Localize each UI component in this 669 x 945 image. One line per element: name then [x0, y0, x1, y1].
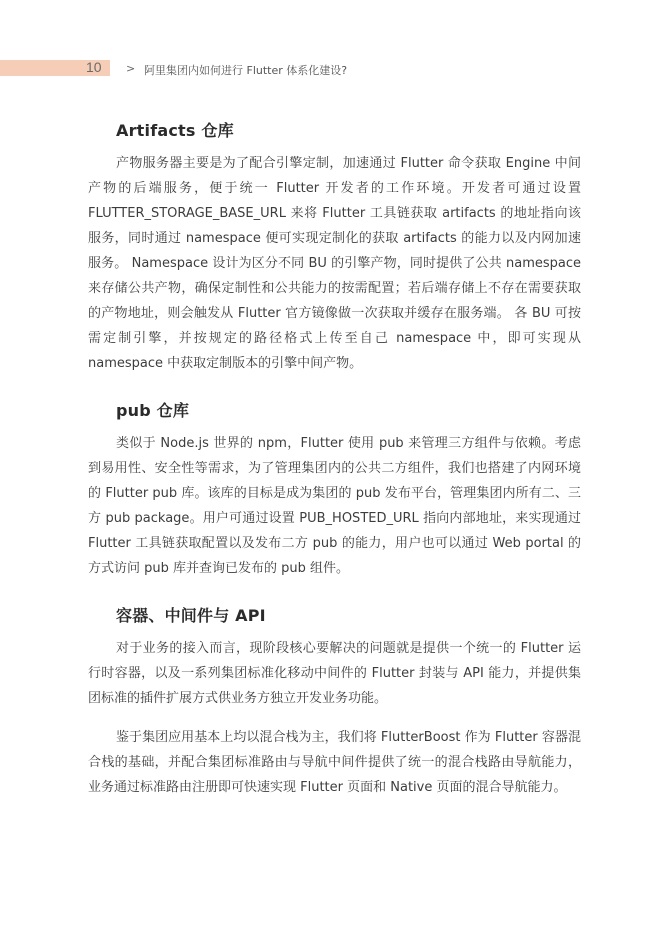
section-heading: 容器、中间件与 API — [116, 606, 266, 625]
paragraph: 对于业务的接入而言，现阶段核心要解决的问题就是提供一个统一的 Flutter 运行时容器，以及一系列集团标准化移动中间件的 Flutter 封装与 API 能力，并提供集团标准的插件扩展方式供业务方独立开发业务功能。 — [88, 641, 581, 706]
paragraph: 鉴于集团应用基本上均以混合栈为主，我们将 FlutterBoost 作为 Flutter 容器混合栈的基础，并配合集团标准路由与导航中间件提供了统一的混合栈路由导航能力，业务通过标准路由注册即可快速实现 Flutter 页面和 Native 页面的混合导航能力。 — [88, 730, 581, 795]
section-heading: pub 仓库 — [116, 401, 190, 420]
paragraph: 类似于 Node.js 世界的 npm，Flutter 使用 pub 来管理三方组件与依赖。考虑到易用性、安全性等需求，为了管理集团内的公共二方组件，我们也搭建了内网环境的 Flutter pub 库。该库的目标是成为集团的 pub 发布平台，管理集团内所有二、三方 pub package。用户可通过设置 PUB_HOSTED_URL 指向内部地址，来实现通过 Flutter 工具链获取配置以及发布二方 pub 的能力，用户也可以通过 Web portal 的方式访问 pub 库并查询已发布的 pub 组件。 — [88, 436, 581, 576]
section-pub — [88, 398, 581, 581]
section-artifacts — [88, 118, 581, 376]
paragraph: 产物服务器主要是为了配合引擎定制，加速通过 Flutter 命令获取 Engine 中间产物的后端服务，便于统一 Flutter 开发者的工作环境。开发者可通过设置 FLUTTER_STORAGE_BASE_URL 来将 Flutter 工具链获取 artifacts 的地址指向该服务，同时通过 namespace 便可实现定制化的获取 artifacts 的能力以及内网加速服务。 Namespace 设计为区分不同 BU 的引擎产物，同时提供了公共 namespace 来存储公共产物，确保定制性和公共能力的按需配置；若后端存储上不存在需要获取的产物地址，则会触发从 Flutter 官方镜像做一次获取并缓存在服务端。 各 BU 可按需定制引擎，并按规定的路径格式上传至自己 namespace 中，即可实现从 namespace 中获取定制版本的引擎中间产物。 — [88, 156, 581, 371]
running-header-title: 阿里集团内如何进行 Flutter 体系化建设? — [144, 64, 348, 77]
page-body — [88, 118, 581, 822]
page-number: 10 — [86, 59, 102, 75]
section-container-middleware-api — [88, 603, 581, 800]
breadcrumb-separator: > — [126, 62, 136, 75]
section-heading: Artifacts 仓库 — [116, 121, 234, 140]
